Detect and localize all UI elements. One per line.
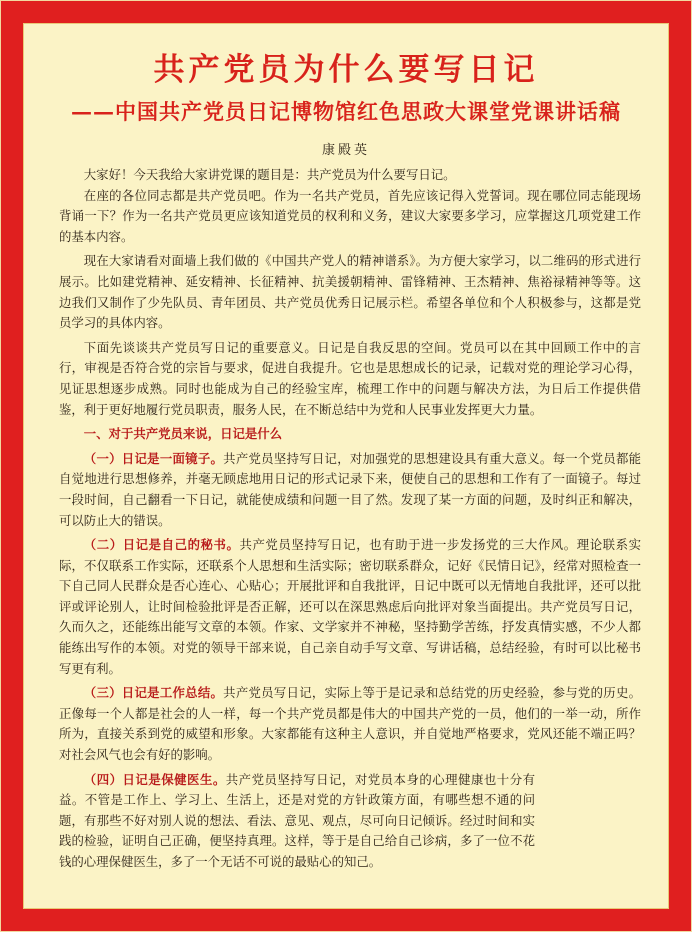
item-mirror xyxy=(59,449,641,531)
page-title: 共产党员为什么要写日记 xyxy=(153,52,539,88)
item-summary-text: 共产党员写日记，实际上等于是记录和总结党的历史经验，参与党的历史。正像每一个人都是社会的人一样，每一个共产党员都是伟大的中国共产党的一员，他们的一举一动，所作所为，直接关系到党的威望和形象。大家都能有这种主人意识，并自觉地严格要求，党风还能不端正吗？对社会风气也会有好的影响。 xyxy=(59,685,642,763)
item-summary-lead: （三）日记是工作总结。 xyxy=(83,685,224,701)
paragraph-oath: 在座的各位同志都是共产党员吧。作为一名共产党员，首先应该记得入党誓词。现在哪位同志能现场背诵一下？作为一名共产党员更应该知道党员的权利和义务，建议大家要多学习，应掌握这几项党建工作的基本内容。 xyxy=(59,187,641,244)
item-secretary-text: 共产党员坚持写日记，也有助于进一步发扬党的三大作风。理论联系实际，不仅联系工作实际，还联系个人思想和生活实际；密切联系群众，记好《民情日记》，经常对照检查一下自己同人民群众是否心连心、心贴心；开展批评和自我批评，日记中既可以无情地自我批评，还可以批评或评论别人，让时间检验批评是否正解，还可以在深思熟虑后向批评对象当面提出。共产党员写日记，久而久之，还能练出能写文章的本领。作家、文学家并不神秘，坚持勤学苦练，抒发真情实感，不少人都能练出写作的本领。对党的领导干部来说，自己亲自动手写文章、写讲话稿，总结经验，有时可以比秘书写更有利。 xyxy=(59,537,642,676)
document-body xyxy=(59,165,641,873)
item-doctor-lead: （四）日记是保健医生。 xyxy=(83,771,226,787)
item-secretary-lead: （二）日记是自己的秘书。 xyxy=(83,537,240,553)
item-summary xyxy=(59,683,641,765)
item-mirror-lead: （一）日记是一面镜子。 xyxy=(83,450,224,466)
document-panel xyxy=(23,23,669,909)
section-heading: 一、对于共产党员来说，日记是什么 xyxy=(83,426,283,442)
paragraph-significance: 下面先谈谈共产党员写日记的重要意义。日记是自我反思的空间。党员可以在其中回顾工作中的言行，审视是否符合党的宗旨与要求，促进自我提升。它也是思想成长的记录，记载对党的理论学习心得，见证思想逐步成熟。同时也能成为自己的经验宝库，梳理工作中的问题与解决方法，为日后工作提供借鉴，利于更好地履行党员职责，服务人民，在不断总结中为党和人民事业发挥更大力量。 xyxy=(59,339,641,417)
author-name: 康殿英 xyxy=(321,143,370,158)
page-subtitle: ——中国共产党员日记博物馆红色思政大课堂党课讲话稿 xyxy=(71,99,621,124)
item-secretary xyxy=(59,535,641,679)
item-doctor-text: 共产党员坚持写日记，对党员本身的心理健康也十分有益。不管是工作上、学习上、生活上，还是对党的方针政策方面，有哪些想不通的问题，有那些不好对别人说的想法、看法、意见、观点，尽可向日记倾诉。经过时间和实践的检验，证明自己正确，便坚持真理。这样，等于是自己给自己诊病，多了一位不花钱的心理保健医生，多了一个无话不可说的最贴心的知己。 xyxy=(59,771,535,869)
item-mirror-text: 共产党员坚持写日记，对加强党的思想建设具有重大意义。每一个党员都能自觉地进行思想修养，并毫无顾虑地用日记的形式记录下来，便使自己的思想和工作有了一面镜子。每过一段时间，自己翻看一下日记，就能使成绩和问题一目了然。发现了某一方面的问题，及时纠正和解决，可以防止大的错误。 xyxy=(59,450,642,528)
paragraph-spirit-spectrum: 现在大家请看对面墙上我们做的《中国共产党人的精神谱系》。为方便大家学习，以二维码的形式进行展示。比如建党精神、延安精神、长征精神、抗美援朝精神、雷锋精神、王杰精神、焦裕禄精神等等。这边我们又制作了少先队员、青年团员、共产党员优秀日记展示栏。希望各单位和个人积极参与，这都是党员学习的具体内容。 xyxy=(59,253,641,331)
item-doctor xyxy=(59,770,535,873)
paragraph-greeting: 大家好！今天我给大家讲党课的题目是：共产党员为什么要写日记。 xyxy=(83,167,456,182)
